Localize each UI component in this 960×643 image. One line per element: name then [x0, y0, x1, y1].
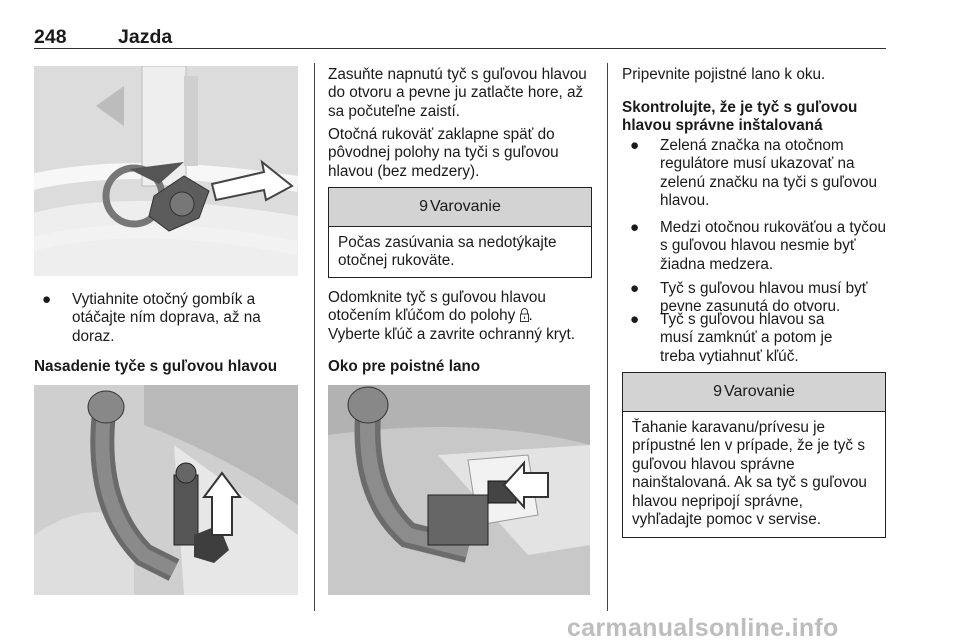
list-item: ● Tyč s guľovou hlavou sa musí zamknúť a potom je treba vytiahnuť kľúč.	[630, 311, 886, 367]
list-item-text: Vytiahnite otočný gombík a otáčajte ním doprava, až na doraz.	[72, 291, 261, 345]
warning-title: Varovanie	[724, 383, 795, 400]
list-item-text: Medzi otočnou rukoväťou a tyčou s guľovou hlavou nesmie byť žiadna medzera.	[660, 219, 886, 273]
warning-triangle-icon: 9	[419, 198, 429, 215]
watermark: carmanualsonline.info	[567, 614, 839, 642]
paragraph: Pripevnite pojistné lano k oku.	[622, 66, 826, 83]
page-header	[34, 26, 886, 49]
paragraph-text: Odomknite tyč s guľovou hlavou otočením kľúčom do polohy	[328, 289, 546, 325]
list-item-text: Tyč s guľovou hlavou musí byť pevne zasunutá do otvoru.	[660, 280, 868, 316]
list-item-text: Zelená značka na otočnom regulátore musí ukazovať na zelenú značku na tyči s guľovou hlavou.	[660, 137, 878, 210]
list-item: ● Medzi otočnou rukoväťou a tyčou s guľovou hlavou nesmie byť žiadna medzera.	[630, 219, 890, 275]
section-heading: Nasadenie tyče s guľovou hlavou	[34, 358, 278, 375]
warning-title: Varovanie	[430, 198, 501, 215]
warning-header	[329, 188, 591, 227]
figure-safety-eye	[328, 385, 590, 595]
section-title: Jazda	[118, 26, 173, 48]
unlock-symbol-icon	[520, 308, 529, 327]
list-item: ● Zelená značka na otočnom regulátore musí ukazovať na zelenú značku na tyči s guľovou hlavou.	[630, 137, 886, 211]
paragraph: Otočná rukoväť zaklapne späť do pôvodnej polohy na tyči s guľovou hlavou (bez medzery).	[328, 126, 559, 180]
list-item: ● Vytiahnite otočný gombík a otáčajte ním doprava, až na doraz.	[42, 291, 292, 351]
list-item-text: Tyč s guľovou hlavou sa musí zamknúť a potom je treba vytiahnuť kľúč.	[660, 311, 833, 365]
warning-header	[623, 373, 885, 412]
page-number: 248	[34, 26, 67, 48]
paragraph: Vyberte kľúč a zavrite ochranný kryt.	[328, 326, 576, 343]
paragraph: Odomknite tyč s guľovou hlavou otočením kľúčom do polohy .	[328, 289, 598, 328]
list-item: ● Tyč s guľovou hlavou musí byť pevne zasunutá do otvoru.	[630, 280, 886, 318]
warning-triangle-icon: 9	[713, 383, 723, 400]
column-divider	[314, 63, 315, 611]
warning-text: Ťahanie karavanu/prívesu je prípustné len v prípade, že je tyč s guľovou hlavou správne nainštalovaná. Ak sa tyč s guľovou hlavou nepripojí správne, vyhľadajte pomoc v servise.	[632, 419, 867, 529]
figure-ball-bar-insert	[34, 385, 298, 595]
section-heading: Oko pre poistné lano	[328, 358, 481, 375]
figure-knob-turn	[34, 66, 298, 276]
warning-box	[622, 372, 886, 538]
paragraph: Zasuňte napnutú tyč s guľovou hlavou do otvoru a pevne ju zatlačte hore, až sa počuteľne zaistí.	[328, 66, 587, 120]
warning-box	[328, 187, 592, 278]
warning-text: Počas zasúvania sa nedotýkajte otočnej rukoväte.	[338, 234, 557, 270]
section-heading: Skontrolujte, že je tyč s guľovou hlavou správne inštalovaná	[622, 99, 858, 135]
